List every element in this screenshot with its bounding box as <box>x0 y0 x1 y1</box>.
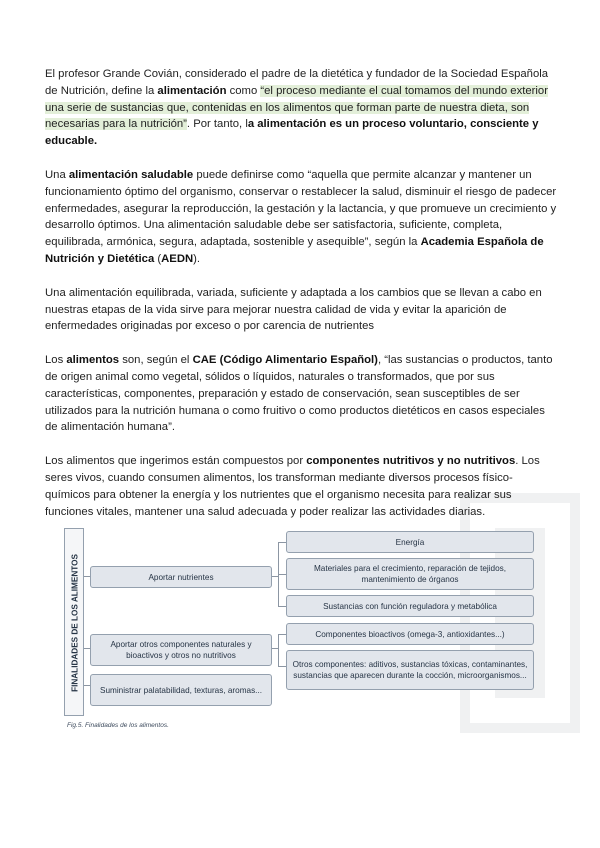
box-sustancias: Sustancias con función reguladora y metabólica <box>286 595 534 617</box>
text: como <box>226 84 261 97</box>
text: Una <box>45 168 69 181</box>
box-suministrar: Suministrar palatabilidad, texturas, aromas... <box>90 674 272 706</box>
text: Los <box>45 354 67 367</box>
connector <box>278 634 286 635</box>
box-materiales: Materiales para el crecimiento, reparación de tejidos, mantenimiento de órganos <box>286 558 534 590</box>
text: ). <box>193 252 201 265</box>
paragraph-alimentacion-saludable <box>45 167 557 268</box>
connector <box>278 574 286 575</box>
document-body <box>45 66 557 537</box>
bold-term: CAE (Código Alimentario Español) <box>192 354 378 367</box>
bold-term: alimentación <box>157 84 227 97</box>
text: , “las sustancias o productos, tanto de origen animal como vegetal, sólidos o líquidos, naturales o transformados, que por sus características, componentes, preparación y estado de conservación, sean susceptibles de ser utilizados para la nutrición humana o como fruitivo o como productos dietéticos en casos especiales de alimentación humana”. <box>45 354 553 434</box>
bold-term: alimentación saludable <box>68 168 194 181</box>
text: puede definirse como “aquella que permite alcanzar y mantener un funcionamiento óptimo del organismo, conservar o restablecer la salud, disminuir el riesgo de padecer enfermedades, asegurar la reproducción, la gestación y la lactancia, y que promueve un crecimiento y desarrollo óptimos. Una alimentación saludable debe ser satisfactoria, suficiente, completa, equilibrada, armónica, segura, adaptada, sostenible y asequible”, según la <box>45 168 557 249</box>
bold-term: a alimentación es un proceso voluntario, consciente y educable. <box>45 118 539 148</box>
connector <box>278 542 286 543</box>
diagram-root-bar <box>64 528 84 716</box>
text: Los alimentos que ingerimos están compuestos por <box>45 455 307 468</box>
finalidades-diagram <box>64 528 534 718</box>
bold-term: componentes nutritivos y no nutritivos <box>306 455 516 468</box>
figure-caption: Fig.5. Finalidades de los alimentos. <box>67 722 169 729</box>
bold-term: Academia Española de Nutrición y Dietética <box>45 236 544 265</box>
box-energia: Energía <box>286 531 534 553</box>
bold-term: alimentos <box>66 354 120 367</box>
text: El profesor Grande Covián, considerado el padre de la dietética y fundador de la Sociedad Española de Nutrición, define la <box>45 68 549 97</box>
box-aportar-nutrientes: Aportar nutrientes <box>90 566 272 588</box>
paragraph-componentes <box>45 453 557 520</box>
highlighted-quote: “el proceso mediante el cual tomamos del mundo exterior una serie de sustancias que, contenidas en los alimentos que forman parte de nuestra dieta, son necesarias para la nutrición” <box>45 84 548 131</box>
text: . Los seres vivos, cuando consumen alimentos, los transforman mediante diversos procesos físico-químicos para obtener la energía y los nutrientes que el organismo necesita para realizar sus funciones vitales, mantener una salud adecuada y poder realizar las actividades diarias. <box>45 455 540 518</box>
text: . Por tanto, l <box>186 118 248 131</box>
connector <box>278 666 286 667</box>
diagram-root-label: FINALIDADES DE LOS ALIMENTOS <box>70 554 80 692</box>
connector <box>278 606 286 607</box>
paragraph-alimentacion-equilibrada <box>45 285 557 335</box>
box-otros-componentes: Otros componentes: aditivos, sustancias tóxicas, contaminantes, sustancias que aparecen durante la cocción, microorganismos... <box>286 650 534 690</box>
box-aportar-otros: Aportar otros componentes naturales y bioactivos y otros no nutritivos <box>90 634 272 666</box>
bold-term: AEDN <box>161 252 194 265</box>
text: Una alimentación equilibrada, variada, suficiente y adaptada a los cambios que se llevan a cabo en nuestras etapas de la vida sirve para mejorar nuestra calidad de vida y evitar la aparición de enfermedades originadas por exceso o por carencia de nutrientes <box>45 286 542 333</box>
connector <box>278 634 279 667</box>
paragraph-definicion-alimentos <box>45 352 557 436</box>
text: ( <box>154 252 162 265</box>
text: son, según el <box>119 354 193 367</box>
box-bioactivos: Componentes bioactivos (omega-3, antioxidantes...) <box>286 623 534 645</box>
paragraph-definicion-alimentacion <box>45 66 557 150</box>
